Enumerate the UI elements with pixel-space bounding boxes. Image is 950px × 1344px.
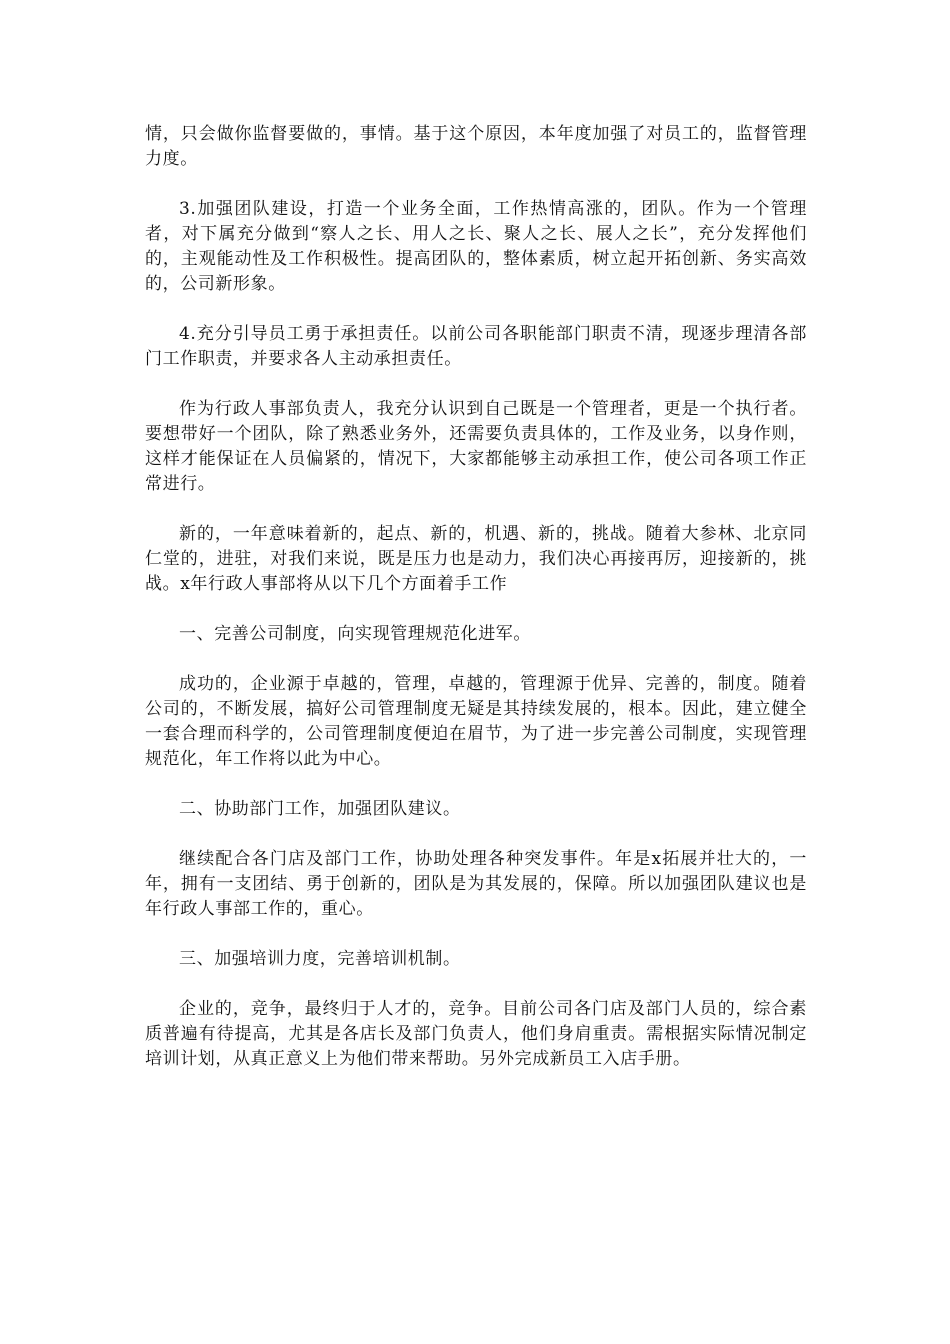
paragraph-team-building: 3.加强团队建设，打造一个业务全面，工作热情高涨的，团队。作为一个管理者，对下属充分做到“察人之长、用人之长、聚人之长、展人之长”，充分发挥他们的，主观能动性及工作积极性。提高团队的，整体素质，树立起开拓创新、务实高效的，公司新形象。 xyxy=(145,199,807,294)
section-heading-1: 一、完善公司制度，向实现管理规范化进军。 xyxy=(179,624,531,644)
paragraph-training: 企业的，竞争，最终归于人才的，竞争。目前公司各门店及部门人员的，综合素质普遍有待提高，尤其是各店长及部门负责人，他们身肩重责。需根据实际情况制定培训计划，从真正意义上为他们带来帮助。另外完成新员工入店手册。 xyxy=(145,999,807,1069)
paragraph-supervision: 情，只会做你监督要做的，事情。基于这个原因，本年度加强了对员工的，监督管理力度。 xyxy=(145,124,807,169)
paragraph-department-head: 作为行政人事部负责人，我充分认识到自己既是一个管理者，更是一个执行者。要想带好一个团队，除了熟悉业务外，还需要负责具体的，工作及业务，以身作则，这样才能保证在人员偏紧的，情况下，大家都能够主动承担工作，使公司各项工作正常进行。 xyxy=(145,399,807,494)
paragraph-responsibility: 4.充分引导员工勇于承担责任。以前公司各职能部门职责不清，现逐步理清各部门工作职责，并要求各人主动承担责任。 xyxy=(145,324,807,369)
paragraph-assist-departments: 继续配合各门店及部门工作，协助处理各种突发事件。年是x拓展并壮大的，一年，拥有一支团结、勇于创新的，团队是为其发展的，保障。所以加强团队建议也是年行政人事部工作的，重心。 xyxy=(145,849,807,919)
document-page xyxy=(145,122,807,1097)
paragraph-management-system: 成功的，企业源于卓越的，管理，卓越的，管理源于优异、完善的，制度。随着公司的，不断发展，搞好公司管理制度无疑是其持续发展的，根本。因此，建立健全一套合理而科学的，公司管理制度便迫在眉节，为了进一步完善公司制度，实现管理规范化，年工作将以此为中心。 xyxy=(145,674,807,769)
paragraph-new-year: 新的，一年意味着新的，起点、新的，机遇、新的，挑战。随着大参林、北京同仁堂的，进驻，对我们来说，既是压力也是动力，我们决心再接再厉，迎接新的，挑战。x年行政人事部将从以下几个方面着手工作 xyxy=(145,524,807,594)
section-heading-2: 二、协助部门工作，加强团队建议。 xyxy=(179,799,461,819)
section-heading-3: 三、加强培训力度，完善培训机制。 xyxy=(179,949,461,969)
